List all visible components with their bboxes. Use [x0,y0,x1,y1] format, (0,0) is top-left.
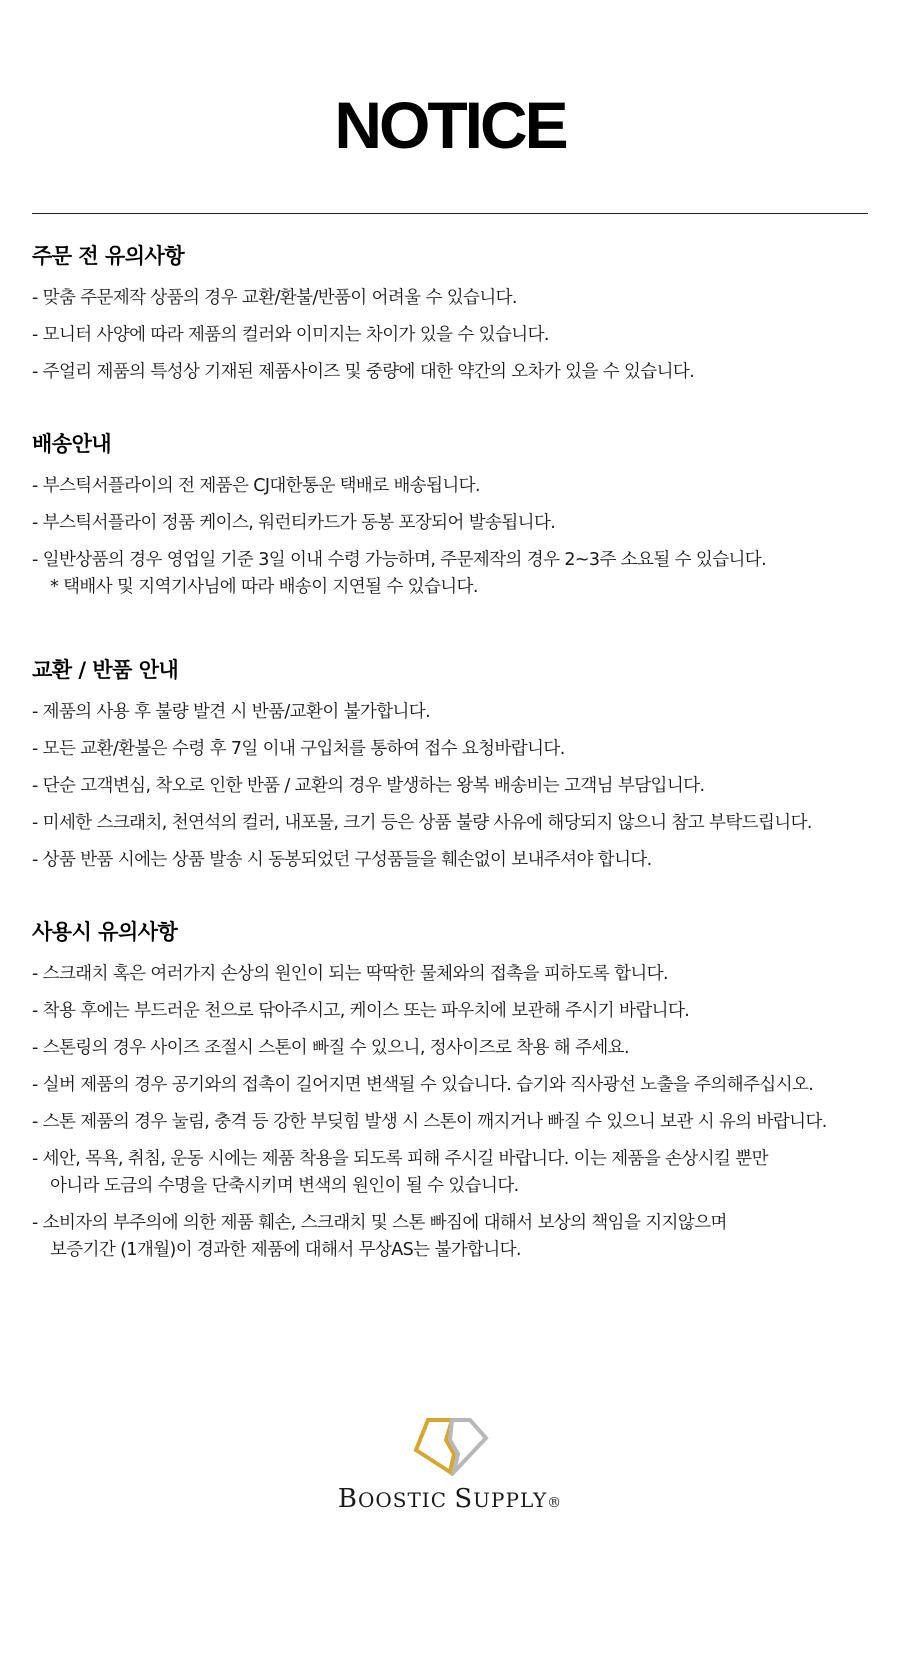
list-item: - 모니터 사양에 따라 제품의 컬러와 이미지는 차이가 있을 수 있습니다. [32,325,549,345]
section-before-order [32,241,882,396]
logo-silver-shape [450,1420,486,1472]
list-item: - 세안, 목욕, 취침, 운동 시에는 제품 착용을 되도록 피해 주시길 바랍니다. 이는 제품을 손상시킬 뿐만 아니라 도금의 수명을 단축시키며 변색의 원인이 될 수 있습니다. [32,1149,768,1196]
list-item: - 착용 후에는 부드러운 천으로 닦아주시고, 케이스 또는 파우치에 보관해 주시기 바랍니다. [32,1001,690,1021]
list-item: - 모든 교환/환불은 수령 후 7일 이내 구입처를 통하여 접수 요청바랍니다. [32,739,565,759]
page-title: NOTICE [334,88,566,162]
list-item: - 소비자의 부주의에 의한 제품 훼손, 스크래치 및 스톤 빠짐에 대해서 보상의 책임을 지지않으며 보증기간 (1개월)이 경과한 제품에 대해서 무상AS는 불가합니다. [32,1213,727,1260]
registered-mark: ® [547,1495,563,1511]
brand-initial-b: B [337,1484,358,1514]
notice-list [32,699,882,874]
logo-gold-shape [416,1420,454,1472]
section-heading: 배송안내 [32,432,112,456]
list-item: - 스크래치 혹은 여러가지 손상의 원인이 되는 딱딱한 물체와의 접촉을 피하도록 합니다. [32,964,668,984]
list-item: - 스톤링의 경우 사이즈 조절시 스톤이 빠질 수 있으니, 정사이즈로 착용 해 주세요. [32,1038,629,1058]
list-item: - 실버 제품의 경우 공기와의 접촉이 길어지면 변색될 수 있습니다. 습기와 직사광선 노출을 주의해주십시오. [32,1075,814,1095]
title-divider [32,213,868,214]
brand-word-2: UPPLY [473,1488,548,1512]
list-item: - 제품의 사용 후 불량 발견 시 반품/교환이 불가합니다. [32,702,431,722]
brand-word-1: OOSTIC [357,1488,455,1512]
section-heading: 사용시 유의사항 [32,920,178,944]
section-exchange-return [32,655,882,884]
list-item: - 주얼리 제품의 특성상 기재된 제품사이즈 및 중량에 대한 약간의 오차가 있을 수 있습니다. [32,362,695,382]
notice-list [32,961,882,1264]
section-heading: 주문 전 유의사항 [32,244,185,268]
list-item: - 부스틱서플라이 정품 케이스, 워런티카드가 동봉 포장되어 발송됩니다. [32,513,556,533]
list-item: - 단순 고객변심, 착오로 인한 반품 / 교환의 경우 발생하는 왕복 배송비는 고객님 부담입니다. [32,776,705,796]
list-item: - 스톤 제품의 경우 눌림, 충격 등 강한 부딪힘 발생 시 스톤이 깨지거나 빠질 수 있으니 보관 시 유의 바랍니다. [32,1112,827,1132]
brand-logo [0,1416,900,1514]
list-item: - 부스틱서플라이의 전 제품은 CJ대한통운 택배로 배송됩니다. [32,476,480,496]
notice-list [32,473,882,601]
list-item: - 상품 반품 시에는 상품 발송 시 동봉되었던 구성품들을 훼손없이 보내주셔야 합니다. [32,850,652,870]
section-shipping [32,429,882,611]
list-item: - 맞춤 주문제작 상품의 경우 교환/환불/반품이 어려울 수 있습니다. [32,288,517,308]
notice-list [32,285,882,386]
diamond-logo-icon [410,1416,490,1476]
section-heading: 교환 / 반품 안내 [32,658,179,682]
brand-wordmark [0,1484,900,1514]
section-usage-caution [32,917,882,1274]
list-item: - 일반상품의 경우 영업일 기준 3일 이내 수령 가능하며, 주문제작의 경우 2~3주 소요될 수 있습니다. * 택배사 및 지역기사님에 따라 배송이 지연될 수 있습니다. [32,550,767,597]
list-item: - 미세한 스크래치, 천연석의 컬러, 내포물, 크기 등은 상품 불량 사유에 해당되지 않으니 참고 부탁드립니다. [32,813,812,833]
brand-initial-s: S [454,1484,474,1514]
